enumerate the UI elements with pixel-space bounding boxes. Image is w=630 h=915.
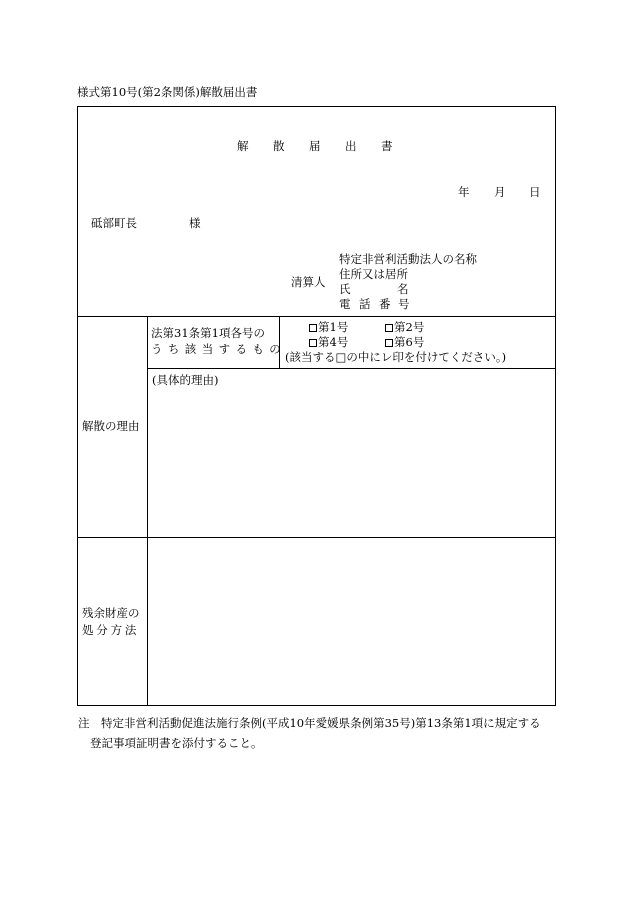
phone-char: 号 — [398, 297, 410, 311]
phone-char: 話 — [359, 297, 371, 311]
option-4[interactable] — [309, 337, 348, 349]
checkbox-icon[interactable] — [385, 324, 393, 332]
name-char: 名 — [397, 282, 409, 296]
option-1[interactable] — [309, 322, 348, 334]
divider-top-section — [77, 316, 556, 317]
liquidator-field-phone — [339, 299, 411, 312]
liquidator-label: 清算人 — [291, 275, 326, 289]
checkbox-instruction: (該当する□の中にレ印を付けてください。) — [285, 350, 507, 364]
note-line1: 特定非営利活動促進法施行条例(平成10年愛媛県条例第35号)第13条第1項に規定する — [101, 716, 541, 730]
name-char: 氏 — [339, 282, 351, 296]
note-label: 注 — [78, 716, 90, 730]
divider-label-column — [147, 316, 148, 706]
reason-label: 解散の理由 — [82, 419, 140, 433]
liquidator-field-address: 住所又は居所 — [339, 267, 408, 281]
residual-label-line1: 残余財産の — [82, 606, 140, 620]
title-char: 散 — [273, 139, 285, 153]
option-6[interactable] — [385, 337, 424, 349]
title-char: 解 — [237, 139, 249, 153]
addressee-honorific: 様 — [189, 216, 201, 230]
title-char: 書 — [381, 139, 393, 153]
article-label-line1: 法第31条第1項各号の — [151, 326, 265, 340]
phone-char: 番 — [379, 297, 391, 311]
form-frame — [77, 106, 556, 706]
option-label: 第1号 — [318, 320, 349, 334]
option-label: 第4号 — [318, 335, 349, 349]
liquidator-field-name — [339, 284, 409, 297]
divider-residual-section — [77, 537, 556, 538]
liquidator-field-corp-name: 特定非営利活動法人の名称 — [339, 252, 477, 266]
addressee-name: 砥部町長 — [91, 216, 137, 230]
form-title — [0, 141, 630, 155]
specific-reason-label: (具体的理由) — [152, 373, 219, 387]
date-day: 日 — [529, 185, 541, 199]
checkbox-icon[interactable] — [385, 339, 393, 347]
note-line2: 登記事項証明書を添付すること。 — [90, 736, 263, 750]
form-number-label: 様式第10号(第2条関係)解散届出書 — [77, 85, 258, 99]
option-2[interactable] — [385, 322, 424, 334]
title-char: 出 — [345, 139, 357, 153]
option-label: 第6号 — [394, 335, 425, 349]
option-label: 第2号 — [394, 320, 425, 334]
checkbox-icon[interactable] — [309, 324, 317, 332]
date-year: 年 — [458, 185, 470, 199]
title-char: 届 — [309, 139, 321, 153]
article-label-line2: うち該当するもの — [151, 342, 287, 356]
divider-article-row — [147, 368, 556, 369]
date-month: 月 — [494, 185, 506, 199]
residual-label-line2: 処分方法 — [82, 623, 140, 637]
checkbox-icon[interactable] — [309, 339, 317, 347]
phone-char: 電 — [339, 297, 351, 311]
